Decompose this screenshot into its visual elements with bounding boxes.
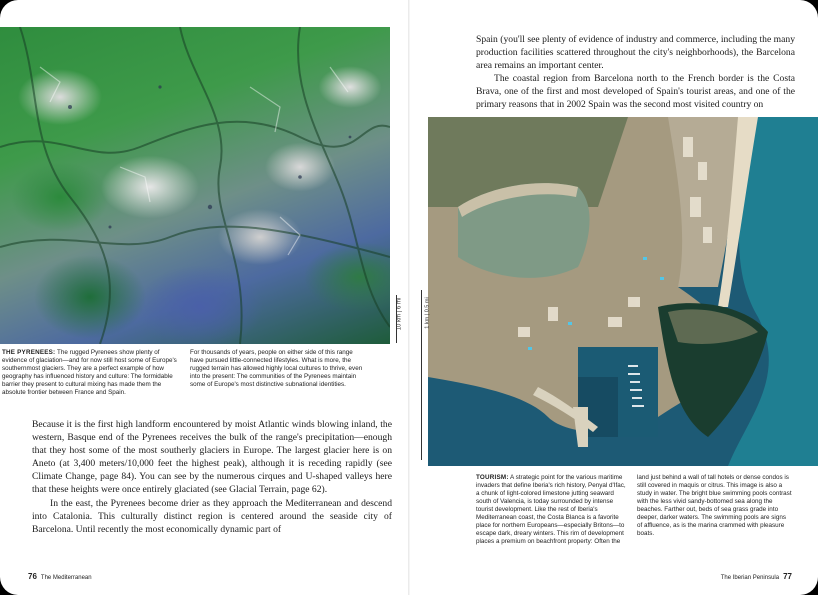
paragraph: Spain (you'll see plenty of evidence of industry and commerce, including the many production facilities scattered throughout the city's neighborhoods), the Barcelona area remains an important center.	[476, 34, 795, 72]
caption-text: The rugged Pyrenees show plenty of evidence of glaciation—and for now still host some of Europe's southernmost glaciers. They are a perfect example of how geography has influenced history and culture: The formidable barrier they present to cultural mixing has made them the absolute frontier between France and Spain.	[2, 349, 177, 396]
photo-caption-col-2: For thousands of years, people on either side of this range have pursued little-connected lifestyles. What is more, the rugged terrain has allowed highly local cultures to thrive, even into the present: The communities of the Pyrenees maintain some of Europe's most distinctive subnational identities.	[190, 349, 363, 388]
paragraph: Because it is the first high landform encountered by moist Atlantic winds blowing inland, the western, Basque end of the Pyrenees receives the bulk of the range's precipitation—enough that they host some of the most southerly glaciers in Europe. The largest glacier here is on Aneto (at 3,400 meters/10,000 feet the highest peak), although it is receding rapidly (see Climate Change, page 84). You can see by the numerous cirques and U-shaped valleys here that these heights were once entirely glaciated (see Glacial Terrain, page 62).	[32, 419, 392, 496]
scale-bar	[418, 290, 431, 460]
pyrenees-satellite-photo	[0, 27, 390, 344]
caption-text: A strategic point for the various maritime invaders that define Iberia's rich history, Penyal d'Ifac, a chunk of light-colored limestone jutting seaward south of Valencia, is today surrounded by intense tourist development. Like the rest of Iberia's Mediterranean coast, the Costa Blanca is a favorite place for northern Europeans—especially Britons—to escape dark, dreary winters. This rim of development places a premium on beachfront property: Often the	[476, 474, 626, 545]
caption-lead: THE PYRENEES:	[2, 349, 56, 356]
caption-lead: TOURISM:	[476, 474, 509, 481]
body-text-right	[476, 33, 795, 112]
scale-bar	[393, 295, 401, 343]
scale-label: 1 km | 0.5 mi	[424, 297, 431, 329]
folio-left	[28, 566, 96, 584]
photo-caption-col-1	[476, 474, 628, 546]
page-number: 77	[783, 572, 792, 581]
paragraph: The coastal region from Barcelona north to the French border is the Costa Brava, one of the first and most developed of Spain's tourist areas, and one of the primary reasons that in 2002 Spain was the second most visited country on	[476, 73, 795, 111]
page-gutter	[408, 0, 410, 595]
paragraph: In the east, the Pyrenees become drier as they approach the Mediterranean and descend into Catalonia. This culturally distinct region is centered around the seaside city of Barcelona. Until recently the most economically dynamic part of	[32, 497, 392, 535]
photo-caption-col-2: land just behind a wall of tall hotels or dense condos is still covered in maquis or citrus. This image is also a study in water. The bright blue swimming pools contrast with the less vivid sandy-bottomed sea along the beaches. Farther out, beds of sea grass grade into deeper, darker waters. The swimming pools are signs of affluence, as is the marina crammed with pleasure boats.	[637, 474, 792, 537]
page-number: 76	[28, 572, 37, 581]
photo-caption-col-1	[2, 349, 180, 397]
running-head: The Mediterranean	[40, 575, 92, 581]
calpe-aerial-photo	[428, 117, 818, 466]
scale-label: 10 km | 6 mi	[396, 297, 403, 331]
body-text-left	[32, 418, 392, 536]
running-head: The Iberian Peninsula	[720, 575, 780, 581]
folio-right	[717, 566, 792, 584]
